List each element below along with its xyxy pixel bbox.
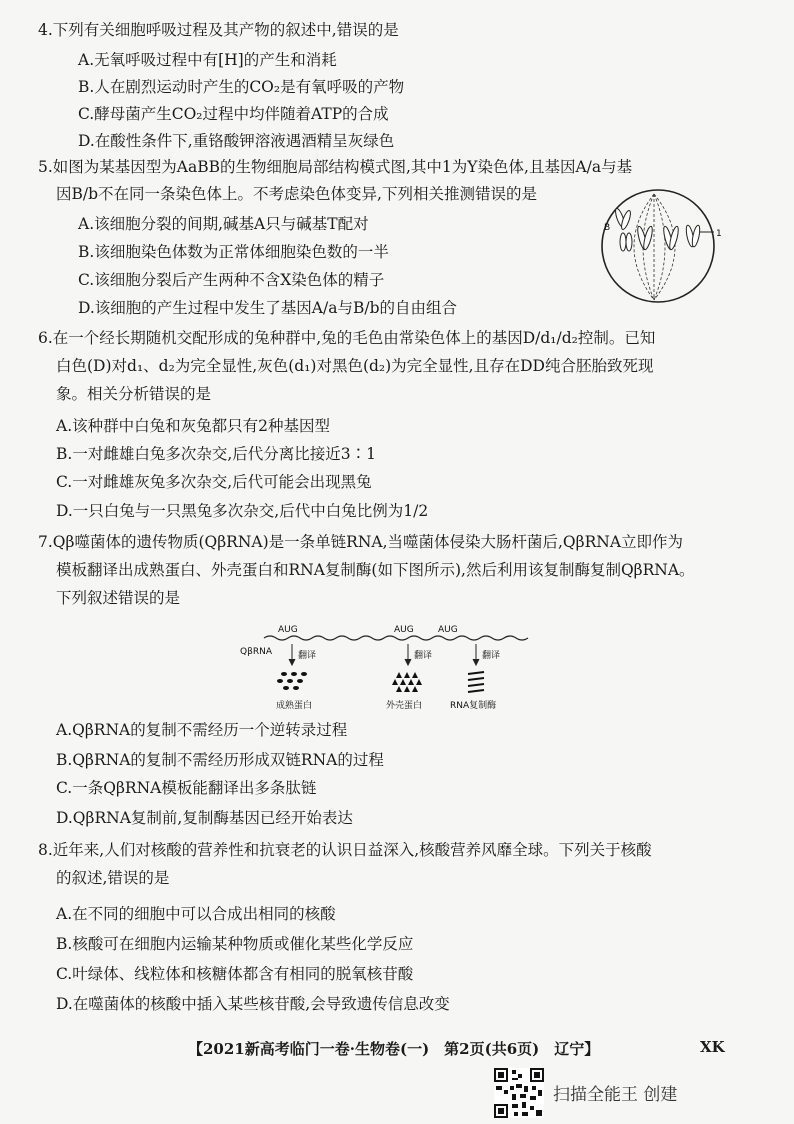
fig-label-1: 1 <box>716 229 722 239</box>
q7-option-c: C.一条QβRNA模板能翻译出多条肽链 <box>56 779 317 797</box>
q5-option-b: B.该细胞染色体数为正常体细胞染色数的一半 <box>78 243 389 261</box>
cell-division-figure <box>596 180 746 320</box>
q6-option-a: A.该种群中白兔和灰兔都只有2种基因型 <box>56 417 330 435</box>
coat-protein-icon <box>392 672 422 692</box>
q6-stem-line1: 6.在一个经长期随机交配形成的兔种群中,兔的毛色由常染色体上的基因D/d₁/d₂控制。已知 <box>38 329 656 347</box>
q4-option-c: C.酵母菌产生CO₂过程中均伴随着ATP的合成 <box>78 105 389 123</box>
q6-stem-line3: 象。相关分析错误的是 <box>56 385 212 403</box>
q8-stem-line1: 8.近年来,人们对核酸的营养性和抗衰老的认识日益深入,核酸营养风靡全球。下列关于核酸 <box>38 841 652 859</box>
translate-label-3: 翻译 <box>482 651 501 661</box>
replicase-icon <box>468 672 484 692</box>
translate-label-2: 翻译 <box>414 651 433 661</box>
q5-stem-line1: 5.如图为某基因型为AaBB的生物细胞局部结构模式图,其中1为Y染色体,且基因A/a与基 <box>38 158 633 176</box>
q7-option-d: D.QβRNA复制前,复制酶基因已经开始表达 <box>56 809 353 827</box>
protein-label-replicase: RNA复制酶 <box>450 701 497 711</box>
q7-stem-line2: 模板翻译出成熟蛋白、外壳蛋白和RNA复制酶(如下图所示),然后利用该复制酶复制QβRNA。 <box>56 561 695 579</box>
q5-option-d: D.该细胞的产生过程中发生了基因A/a与B/b的自由组合 <box>78 299 457 317</box>
q7-option-b: B.QβRNA的复制不需经历形成双链RNA的过程 <box>56 751 384 769</box>
q8-option-b: B.核酸可在细胞内运输某种物质或催化某些化学反应 <box>56 935 414 953</box>
q7-option-a: A.QβRNA的复制不需经历一个逆转录过程 <box>56 721 348 739</box>
aug-label-2: AUG <box>394 625 414 635</box>
q6-stem-line2: 白色(D)对d₁、d₂为完全显性,灰色(d₁)对黑色(d₂)为完全显性,且存在DD纯合胚胎致死现 <box>56 357 654 375</box>
q4-option-b: B.人在剧烈运动时产生的CO₂是有氧呼吸的产物 <box>78 78 405 96</box>
q5-option-c: C.该细胞分裂后产生两种不含X染色体的精子 <box>78 271 385 289</box>
q6-option-c: C.一对雌雄灰兔多次杂交,后代可能会出现黑兔 <box>56 473 372 491</box>
translation-arrows <box>289 644 479 665</box>
q7-stem-line3: 下列叙述错误的是 <box>56 589 181 607</box>
q5-stem-line2: 因B/b不在同一条染色体上。不考虑染色体变异,下列相关推测错误的是 <box>56 185 537 203</box>
scanner-watermark: 扫描全能王 创建 <box>553 1085 678 1105</box>
chromosomes <box>614 208 701 251</box>
aug-label-3: AUG <box>438 625 458 635</box>
q5-option-a: A.该细胞分裂的间期,碱基A只与碱基T配对 <box>78 215 369 233</box>
rna-label: QβRNA <box>240 647 272 657</box>
aug-label-1: AUG <box>278 625 298 635</box>
rna-strand <box>264 636 528 640</box>
q8-option-c: C.叶绿体、线粒体和核糖体都含有相同的脱氧核苷酸 <box>56 965 414 983</box>
translate-label-1: 翻译 <box>298 651 317 661</box>
footer-code: XK <box>700 1038 725 1056</box>
cell-membrane <box>602 190 714 302</box>
q4-option-a: A.无氧呼吸过程中有[H]的产生和消耗 <box>78 51 337 69</box>
protein-label-coat: 外壳蛋白 <box>386 701 423 711</box>
q6-option-b: B.一对雌雄白兔多次杂交,后代分离比接近3∶1 <box>56 445 376 463</box>
q8-option-a: A.在不同的细胞中可以合成出相同的核酸 <box>56 905 336 923</box>
q7-stem-line1: 7.Qβ噬菌体的遗传物质(QβRNA)是一条单链RNA,当噬菌体侵染大肠杆菌后,QβRNA立即作为 <box>38 533 684 551</box>
q6-option-d: D.一只白兔与一只黑兔多次杂交,后代中白兔比例为1/2 <box>56 502 429 520</box>
protein-label-mature: 成熟蛋白 <box>276 701 313 711</box>
qr-code-icon <box>494 1068 544 1118</box>
rna-translation-figure <box>240 620 536 715</box>
q4-stem: 4.下列有关细胞呼吸过程及其产物的叙述中,错误的是 <box>38 21 399 39</box>
q8-option-d: D.在噬菌体的核酸中插入某些核苷酸,会导致遗传信息改变 <box>56 995 450 1013</box>
fig-label-b: B <box>604 223 611 233</box>
page-footer: 【2021新高考临门一卷·生物卷(一) 第2页(共6页) 辽宁】 <box>188 1040 600 1058</box>
q8-stem-line2: 的叙述,错误的是 <box>56 869 170 887</box>
mature-protein-icon <box>277 672 307 690</box>
q4-option-d: D.在酸性条件下,重铬酸钾溶液遇酒精呈灰绿色 <box>78 132 395 150</box>
